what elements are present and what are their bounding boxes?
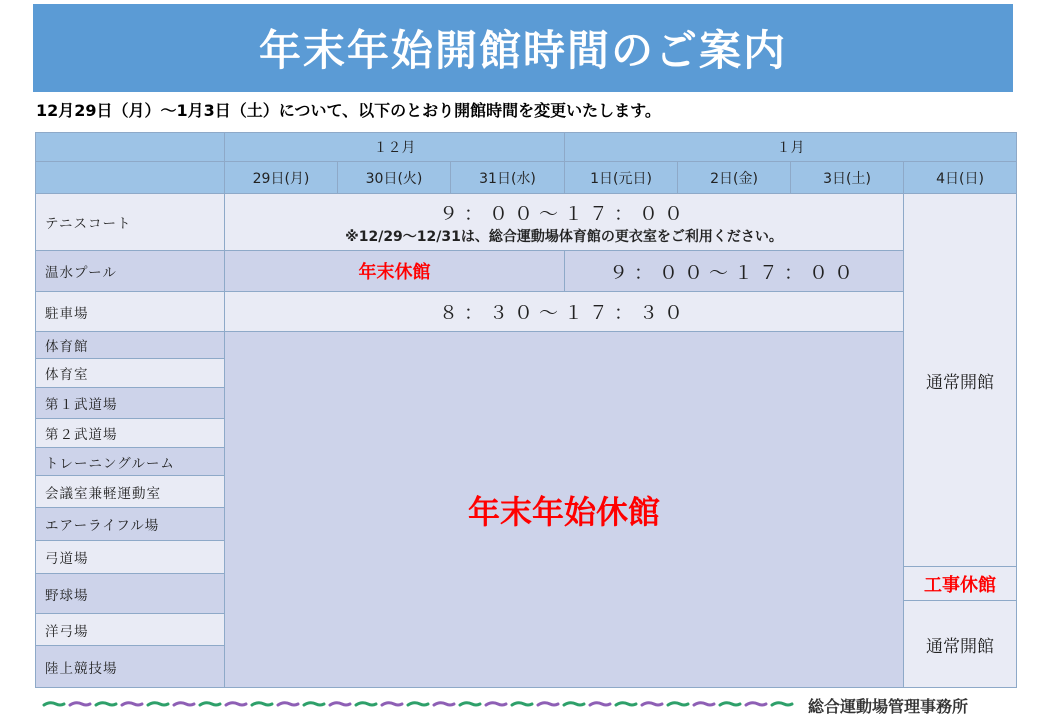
construction-closed-text: 工事休館 [924,574,996,596]
holiday-closed-text: 年末年始休館 [467,492,660,531]
day-header: 3日(土) [790,161,904,194]
tennis-hours-cell [224,193,904,251]
title-banner [33,4,1013,92]
dash-mark [174,703,194,705]
dash-mark [200,703,220,705]
facility-gymnasium: 体育館 [35,331,225,359]
dash-mark [226,703,246,705]
day-header: 31日(水) [450,161,565,194]
dash-mark [538,703,558,705]
facility-training-room: トレーニングルーム [35,447,225,476]
dash-mark [356,703,376,705]
facility-archery: 洋弓場 [35,613,225,646]
office-name: 総合運動場管理事務所 [808,697,969,716]
facility-martial-arts-2: 第２武道場 [35,418,225,448]
facility-tennis-court: テニスコート [35,193,225,251]
construction-closed-cell [903,566,1017,601]
dash-mark [694,703,714,705]
day-header: 2日(金) [677,161,791,194]
dash-mark [746,703,766,705]
header-corner [35,132,225,162]
dash-mark [590,703,610,705]
tennis-note: ※12/29～12/31は、総合運動場体育館の更衣室をご利用ください。 [345,228,783,245]
day-header: 1日(元日) [564,161,678,194]
day-header: 4日(日) [903,161,1017,194]
dash-mark [564,703,584,705]
dash-mark [278,703,298,705]
normal-open-text: 通常開館 [926,372,994,393]
dash-mark [616,703,636,705]
pool-hours-cell [564,250,904,292]
dash-mark [512,703,532,705]
page-title: 年末年始開館時間のご案内 [258,26,787,75]
header-corner-2 [35,161,225,194]
dash-mark [668,703,688,705]
normal-open-cell [903,193,1017,567]
facility-athletics-field: 陸上競技場 [35,645,225,688]
normal-open-cell-2 [903,600,1017,688]
facility-meeting-room: 会議室兼軽運動室 [35,475,225,508]
parking-hours-cell [224,291,904,332]
schedule-table [35,132,1017,688]
facility-air-rifle: エアーライフル場 [35,507,225,541]
dash-mark [486,703,506,705]
pool-closed-cell [224,250,565,292]
dash-mark [44,703,64,705]
dash-mark [304,703,324,705]
dash-mark [122,703,142,705]
dashed-decoration [40,694,800,712]
notice-text: 12月29日（月）～1月3日（土）について、以下のとおり開館時間を変更いたします。 [36,101,661,120]
facility-heated-pool: 温水プール [35,250,225,292]
facility-baseball: 野球場 [35,573,225,614]
facility-gym-room: 体育室 [35,358,225,388]
facility-parking: 駐車場 [35,291,225,332]
dash-mark [330,703,350,705]
dash-mark [96,703,116,705]
month-january: １月 [564,132,1017,162]
dash-mark [434,703,454,705]
parking-hours: ８：３０～１７：３０ [438,302,689,324]
dash-mark [772,703,792,705]
dash-mark [408,703,428,705]
dash-mark [720,703,740,705]
month-december: １２月 [224,132,565,162]
holiday-closed-cell [224,331,904,688]
tennis-hours: ９：００～１７：００ [438,202,689,225]
dash-mark [252,703,272,705]
facility-martial-arts-1: 第１武道場 [35,387,225,419]
dash-mark [460,703,480,705]
normal-open-text-2: 通常開館 [926,636,994,657]
pool-closed-text: 年末休館 [358,262,431,283]
facility-kyudo: 弓道場 [35,540,225,574]
dash-mark [148,703,168,705]
day-header: 30日(火) [337,161,451,194]
pool-hours: ９：００～１７：００ [608,261,859,284]
dash-mark [382,703,402,705]
dash-mark [70,703,90,705]
dash-mark [642,703,662,705]
day-header: 29日(月) [224,161,338,194]
